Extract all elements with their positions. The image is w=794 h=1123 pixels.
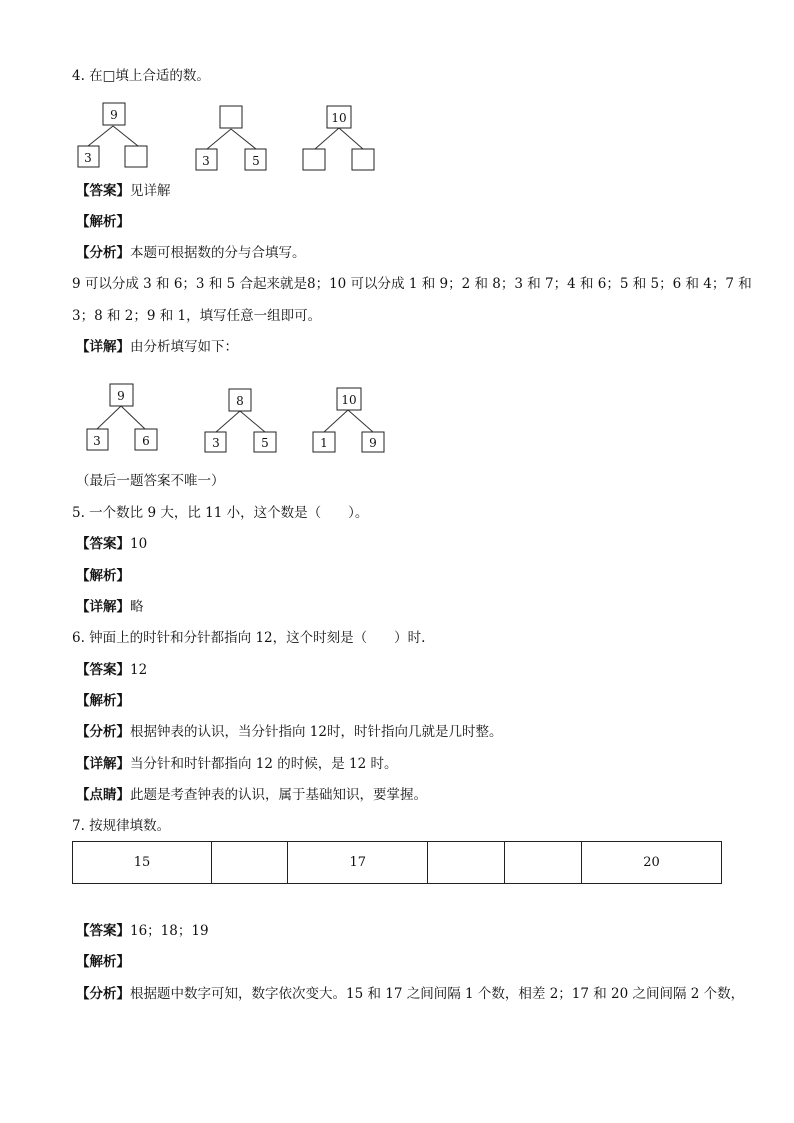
q4-solved-3-right: 9 <box>369 436 377 450</box>
answer-label: 【答案】 <box>76 923 130 939</box>
analysis-text: 根据钟表的认识，当分针指向 12时，时针指向几就是几时整。 <box>130 724 503 740</box>
analysis-text: 根据题中数字可知，数字依次变大。15 和 17 之间间隔 1 个数，相差 2；17 和 20 之间间隔 2 个数， <box>130 986 745 1002</box>
seq-cell-4 <box>428 842 504 884</box>
q4-tree-2 <box>196 106 266 170</box>
comment-label: 【点睛】 <box>76 787 130 803</box>
q4-solved-1-right: 6 <box>142 434 150 448</box>
q5-answer <box>76 536 147 552</box>
q4-solved-tree-3 <box>313 388 384 452</box>
q4-solved-2-right: 5 <box>261 436 269 450</box>
q5-jiexi: 【解析】 <box>76 568 130 584</box>
q7-sequence-table <box>72 841 722 884</box>
q4-solved-1-left: 3 <box>93 434 101 448</box>
q4-tree-1-left: 3 <box>84 151 92 165</box>
q4-tree-3 <box>303 106 374 170</box>
q4-tree-2-right: 5 <box>252 154 260 168</box>
q4-analysis-line2: 3；8 和 2；9 和 1，填写任意一组即可。 <box>72 308 322 324</box>
q4-solved-1-top: 9 <box>117 389 125 403</box>
detail-label: 【详解】 <box>76 599 130 615</box>
answer-label: 【答案】 <box>76 662 130 678</box>
q6-answer <box>76 662 147 678</box>
q7-jiexi: 【解析】 <box>76 954 130 970</box>
q6-prompt: 6. 钟面上的时针和分针都指向 12，这个时刻是（ ）时. <box>72 630 426 646</box>
seq-cell-1: 15 <box>73 842 212 884</box>
q6-jiexi: 【解析】 <box>76 693 130 709</box>
q4-solved-3-left: 1 <box>320 436 328 450</box>
seq-cell-5 <box>504 842 581 884</box>
seq-cell-6: 20 <box>581 842 721 884</box>
q4-solved-2-top: 8 <box>236 394 244 408</box>
q5-prompt: 5. 一个数比 9 大，比 11 小，这个数是（ ）。 <box>72 505 369 521</box>
analysis-label: 【分析】 <box>76 986 130 1002</box>
detail-text: 略 <box>130 599 144 615</box>
answer-label: 【答案】 <box>76 536 130 552</box>
comment-text: 此题是考查钟表的认识，属于基础知识，要掌握。 <box>130 787 427 803</box>
answer-text: 10 <box>130 536 148 552</box>
seq-cell-2 <box>211 842 287 884</box>
detail-text: 当分针和时针都指向 12 的时候，是 12 时。 <box>130 756 398 772</box>
q4-prompt: 4. 在□填上合适的数。 <box>72 68 210 84</box>
seq-cell-3: 17 <box>288 842 428 884</box>
q4-tree-1-top: 9 <box>110 108 118 122</box>
q4-jiexi: 【解析】 <box>76 214 130 230</box>
q7-prompt: 7. 按规律填数。 <box>72 818 171 834</box>
answer-text: 16；18；19 <box>130 923 209 939</box>
analysis-label: 【分析】 <box>76 724 130 740</box>
q5-detail <box>76 599 144 615</box>
q4-analysis-line1: 9 可以分成 3 和 6；3 和 5 合起来就是8；10 可以分成 1 和 9；2 和 8；3 和 7；4 和 6；5 和 5；6 和 4；7 和 <box>72 276 752 292</box>
q4-note: （最后一题答案不唯一） <box>76 473 225 489</box>
q4-tree-1 <box>78 103 147 167</box>
detail-label: 【详解】 <box>76 339 130 355</box>
detail-label: 【详解】 <box>76 756 130 772</box>
q6-comment <box>76 787 427 803</box>
q4-solved-tree-1 <box>87 384 157 450</box>
answer-text: 12 <box>130 662 148 678</box>
answer-text: 见详解 <box>130 183 171 199</box>
answer-label: 【答案】 <box>76 183 130 199</box>
q4-solved-2-left: 3 <box>212 436 220 450</box>
q4-tree-3-top: 10 <box>331 111 347 125</box>
q4-answer <box>76 183 171 199</box>
q4-tree-2-left: 3 <box>202 154 210 168</box>
q6-analysis <box>76 724 502 740</box>
q6-detail <box>76 756 398 772</box>
analysis-text: 本题可根据数的分与合填写。 <box>130 245 306 261</box>
q4-solved-tree-2 <box>205 389 276 452</box>
q4-detail <box>76 339 238 355</box>
q7-answer <box>76 923 209 939</box>
detail-text: 由分析填写如下： <box>130 339 238 355</box>
q4-solved-3-top: 10 <box>341 393 357 407</box>
analysis-label: 【分析】 <box>76 245 130 261</box>
table-row <box>73 842 722 884</box>
q4-analysis <box>76 245 306 261</box>
q7-analysis <box>76 986 744 1002</box>
